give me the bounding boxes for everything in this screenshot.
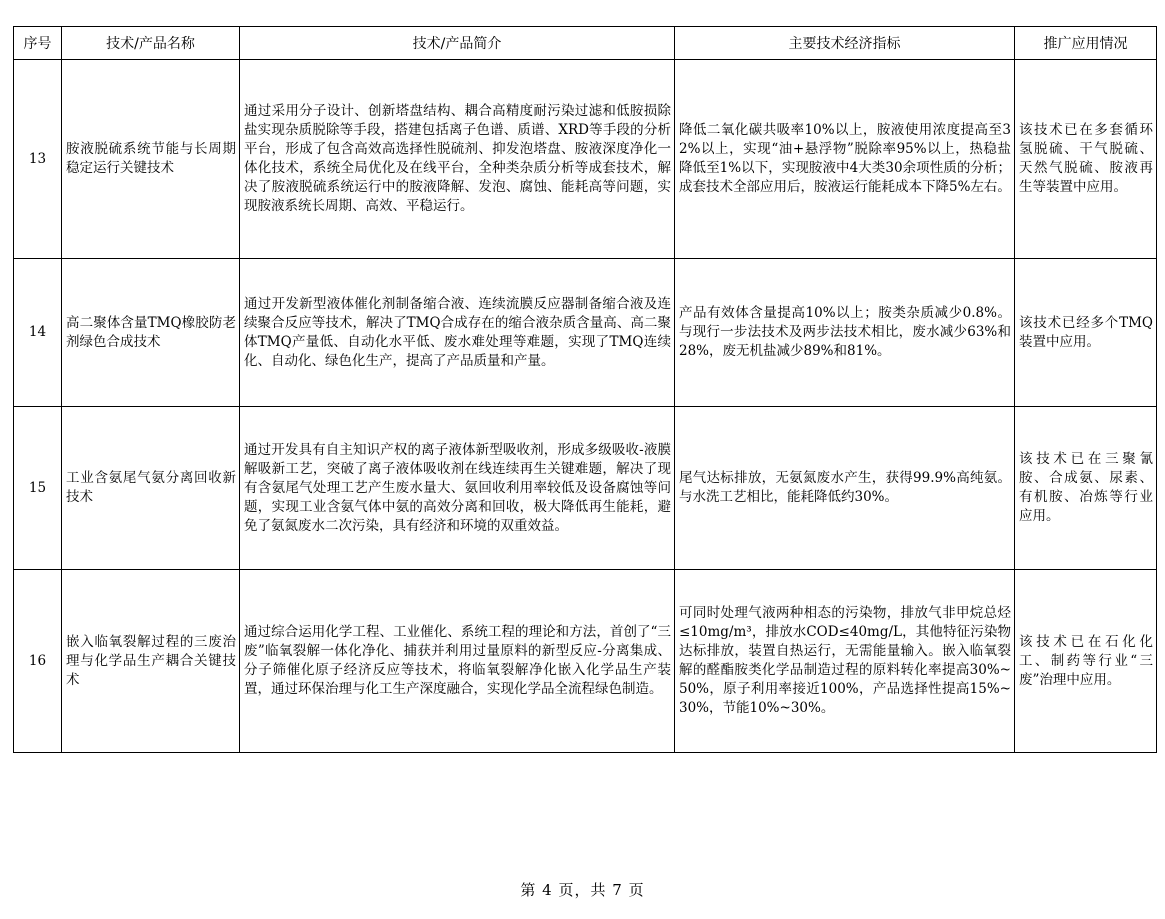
header-seq: 序号 [14,27,62,60]
header-name: 技术/产品名称 [62,27,240,60]
header-indicators: 主要技术经济指标 [675,27,1015,60]
table-header-row [14,27,1157,60]
table-row [14,407,1157,570]
row-seq: 15 [14,407,62,570]
row-seq: 13 [14,60,62,259]
row-name: 胺液脱硫系统节能与长周期稳定运行关键技术 [62,60,240,259]
row-indicators: 可同时处理气液两种相态的污染物，排放气非甲烷总烃≤10mg/m³，排放水COD≤40mg/L，其他特征污染物达标排放，装置自热运行，无需能量输入。嵌入临氧裂解的醛酯胺类化学品制造过程的原料转化率提高30%~50%，原子利用率接近100%，产品选择性提高15%~30%，节能10%~30%。 [675,570,1015,753]
row-name: 嵌入临氧裂解过程的三废治理与化学品生产耦合关键技术 [62,570,240,753]
row-intro: 通过采用分子设计、创新塔盘结构、耦合高精度耐污染过滤和低胺损除盐实现杂质脱除等手段，搭建包括离子色谱、质谱、XRD等手段的分析平台，形成了包含高效高选择性脱硫剂、抑发泡塔盘、胺液深度净化一体化技术，系统全局优化及在线平台，全种类杂质分析等成套技术，解决了胺液脱硫系统运行中的胺液降解、发泡、腐蚀、能耗高等问题，实现胺液系统长周期、高效、平稳运行。 [240,60,675,259]
header-promotion: 推广应用情况 [1015,27,1157,60]
row-indicators: 降低二氧化碳共吸率10%以上，胺液使用浓度提高至32%以上，实现“油+悬浮物”脱除率95%以上，热稳盐降低至1%以下，实现胺液中4大类30余项性质的分析；成套技术全部应用后，胺液运行能耗成本下降5%左右。 [675,60,1015,259]
row-intro: 通过开发具有自主知识产权的离子液体新型吸收剂，形成多级吸收-液膜解吸新工艺，突破了离子液体吸收剂在线连续再生关键难题，解决了现有含氨尾气处理工艺产生废水量大、氨回收利用率较低及设备腐蚀等问题，实现工业含氨气体中氨的高效分离和回收，极大降低再生能耗，避免了氨氮废水二次污染，具有经济和环境的双重效益。 [240,407,675,570]
row-indicators: 产品有效体含量提高10%以上；胺类杂质减少0.8%。与现行一步法技术及两步法技术相比，废水减少63%和28%，废无机盐减少89%和81%。 [675,259,1015,407]
row-promotion: 该技术已在三聚氰胺、合成氨、尿素、有机胺、冶炼等行业应用。 [1015,407,1157,570]
row-promotion: 该技术已经多个TMQ装置中应用。 [1015,259,1157,407]
row-promotion: 该技术已在多套循环氢脱硫、干气脱硫、天然气脱硫、胺液再生等装置中应用。 [1015,60,1157,259]
row-seq: 16 [14,570,62,753]
table-row [14,60,1157,259]
table-row [14,259,1157,407]
row-promotion: 该技术已在石化化工、制药等行业“三废”治理中应用。 [1015,570,1157,753]
table-row [14,570,1157,753]
row-intro: 通过综合运用化学工程、工业催化、系统工程的理论和方法，首创了“三废”临氧裂解一体化净化、捕获并利用过量原料的新型反应-分离集成、分子筛催化原子经济反应等技术，将临氧裂解净化嵌入化学品生产装置，通过环保治理与化工生产深度融合，实现化学品全流程绿色制造。 [240,570,675,753]
row-name: 高二聚体含量TMQ橡胶防老剂绿色合成技术 [62,259,240,407]
technology-table [13,26,1157,753]
row-intro: 通过开发新型液体催化剂制备缩合液、连续流膜反应器制备缩合液及连续聚合反应等技术，解决了TMQ合成存在的缩合液杂质含量高、高二聚体TMQ产量低、自动化水平低、废水难处理等难题，实现了TMQ连续化、自动化、绿色化生产，提高了产品质量和产量。 [240,259,675,407]
row-seq: 14 [14,259,62,407]
row-name: 工业含氨尾气氨分离回收新技术 [62,407,240,570]
header-intro: 技术/产品简介 [240,27,675,60]
row-indicators: 尾气达标排放，无氨氮废水产生，获得99.9%高纯氨。与水洗工艺相比，能耗降低约30%。 [675,407,1015,570]
page-number: 第 4 页，共 7 页 [520,881,645,899]
